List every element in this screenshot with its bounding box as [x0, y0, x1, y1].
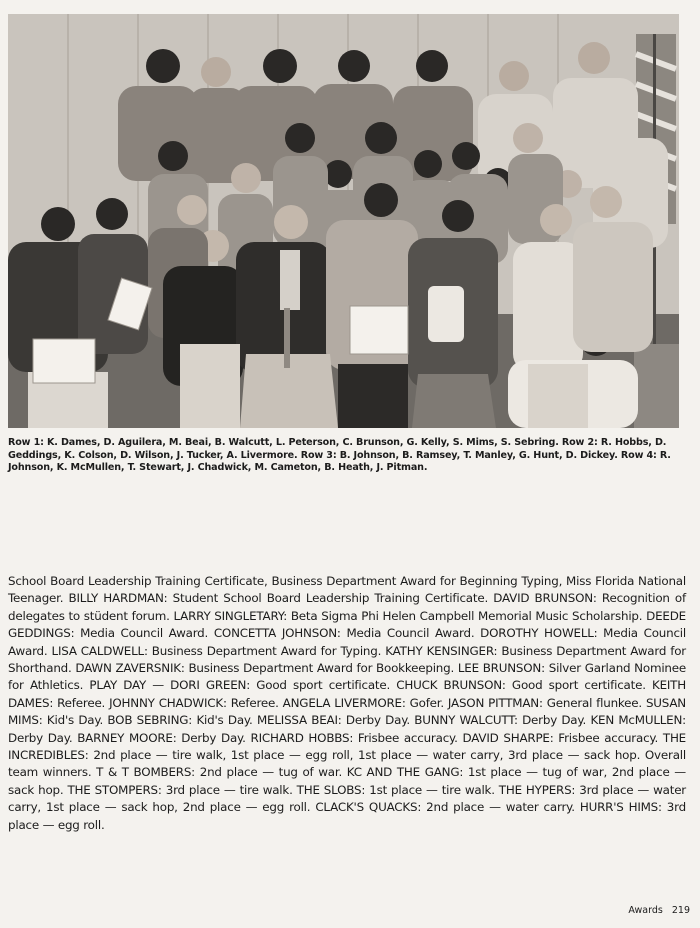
- page-number: 219: [671, 905, 690, 916]
- awards-text: School Board Leadership Training Certificate, Business Department Award for Beginning Typing, Miss Florida National Teenager. BILLY HARDMAN: Student School Board Leadership Training Certificate. DAVID BRUNSON: Recognition of delegates to stüdent forum. LARRY SINGLETARY: Beta Sigma Phi Helen Campbell Memorial Music Scholarship. DEEDE GEDDINGS: Media Council Award. CONCETTA JOHNSON: Media Council Award. DOROTHY HOWELL: Media Council Award. LISA CALDWELL: Business Department Award for Typing. KATHY KENSINGER: Business Department Award for Shorthand. DAWN ZAVERSNIK: Business Department Award for Bookkeeping. LEE BRUNSON: Silver Garland Nominee for Athletics. PLAY DAY — DORI GREEN: Good sport certificate. CHUCK BRUNSON: Good sport certificate. KEITH DAMES: Referee. JOHNNY CHADWICK: Referee. ANGELA LIVERMORE: Gofer. JASON PITTMAN: General flunkee. SUSAN MIMS: Kid's Day. BOB SEBRING: Kid's Day. MELISSA BEAI: Derby Day. BUNNY WALCUTT: Derby Day. KEN McMULLEN: Derby Day. BARNEY MOORE: Derby Day. RICHARD HOBBS: Frisbee accuracy. DAVID SHARPE: Frisbee accuracy. THE INCREDIBLES: 2nd place — tire walk, 1st place — egg roll, 1st place — water carry, 3rd place — sack hop. Overall team winners. T & T BOMBERS: 2nd place — tug of war. KC AND THE GANG: 1st place — tug of war, 2nd place — sack hop. THE STOMPERS: 3rd place — tire walk. THE SLOBS: 1st place — tire walk. THE HYPERS: 3rd place — water carry, 1st place — sack hop, 2nd place — egg roll. CLACK'S QUACKS: 2nd place — water carry. HURR'S HIMS: 3rd place — egg roll.: [8, 574, 686, 832]
- group-photo-icon: [8, 14, 679, 428]
- page-footer: [628, 905, 690, 916]
- section-name: Awards: [628, 905, 663, 916]
- group-photo: [8, 14, 679, 428]
- photo-caption: Row 1: K. Dames, D. Aguilera, M. Beai, B. Walcutt, L. Peterson, C. Brunson, G. Kelly, S. Mims, S. Sebring. Row 2: R. Hobbs, D. Geddings, K. Colson, D. Wilson, J. Tucker, A. Livermore. Row 3: B. Johnson, B. Ramsey, T. Manley, G. Hunt, D. Dickey. Row 4: R. Johnson, K. McMullen, T. Stewart, J. Chadwick, M. Cameton, B. Heath, J. Pitman.: [8, 437, 671, 473]
